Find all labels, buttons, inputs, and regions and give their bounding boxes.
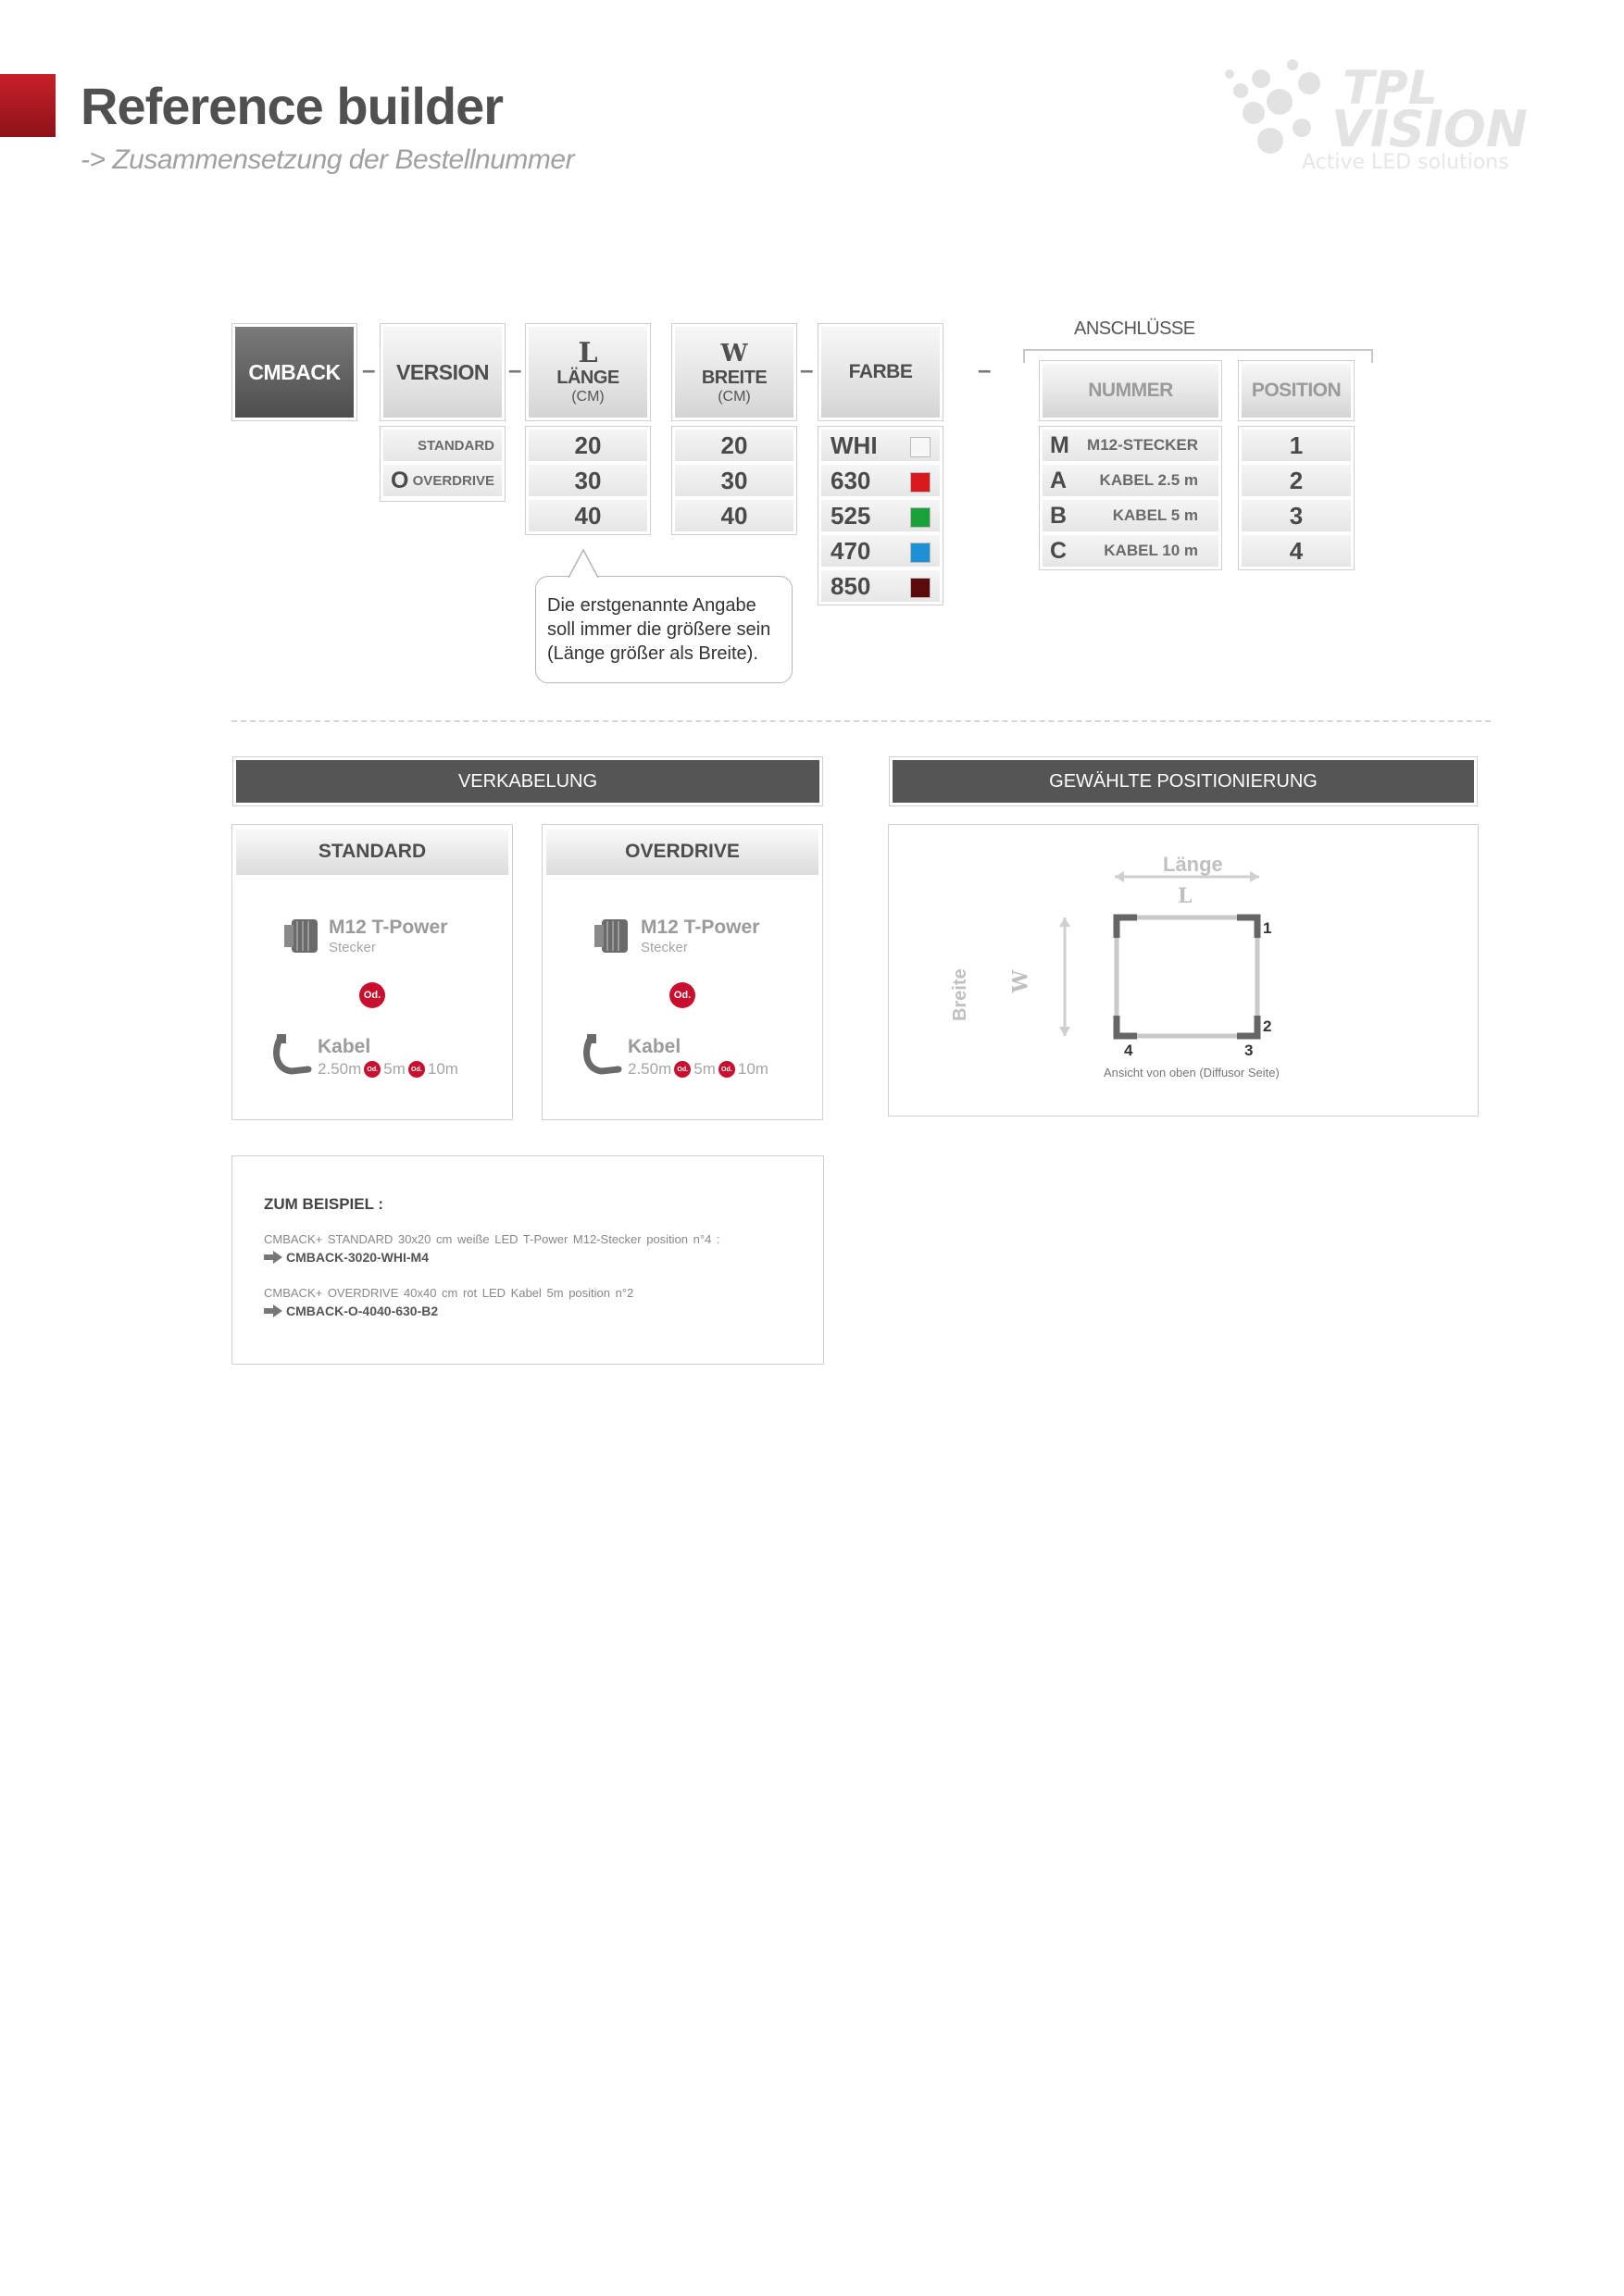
example-2-description: CMBACK+ OVERDRIVE 40x40 cm rot LED Kabel 5m position n°2 [264,1286,634,1300]
farbe-options [818,426,943,605]
diagram-caption: Ansicht von oben (Diffusor Seite) [1104,1066,1280,1079]
corner-label-1: 1 [1263,919,1272,937]
m12-title: M12 T-Power [641,917,760,938]
laenge-value[interactable]: 30 [529,465,647,498]
laenge-dim-label: Länge [1163,853,1223,876]
laenge-values [525,426,651,535]
verkabelung-panel-overdrive [542,824,823,1120]
nummer-option-a[interactable]: A KABEL 2.5 m [1043,465,1218,498]
breite-value[interactable]: 30 [675,465,793,498]
separator-dash: – [978,356,992,383]
nummer-label: NUMMER [1088,380,1173,401]
laenge-header-box [525,323,651,421]
nummer-options [1039,426,1222,570]
color-swatch [910,543,931,563]
position-header-box [1238,360,1355,421]
logo-text-vision: VISION [1331,100,1528,158]
kabel-title: Kabel [628,1036,681,1057]
position-option[interactable]: 2 [1242,465,1351,498]
farbe-option-whi[interactable]: WHI [821,430,940,463]
tpl-vision-logo [1213,28,1602,176]
color-swatch [910,437,931,457]
corner-label-3: 3 [1244,1042,1254,1059]
laenge-letter: L [578,336,598,369]
breite-value[interactable]: 40 [675,500,793,533]
od-badge: Od. [408,1061,425,1078]
position-option[interactable]: 1 [1242,430,1351,463]
logo-text-tpl: TPL [1343,61,1438,115]
page-subtitle: -> Zusammensetzung der Bestellnummer [81,144,575,175]
version-label: VERSION [395,359,490,384]
w-letter: W [1008,969,1033,993]
positioning-diagram [1026,866,1285,1069]
farbe-option-525[interactable]: 525 [821,500,940,533]
nummer-option-b[interactable]: B KABEL 5 m [1043,500,1218,533]
breite-values [671,426,797,535]
corner-label-4: 4 [1124,1042,1133,1059]
color-swatch [910,507,931,528]
cable-icon [271,1034,314,1077]
verkabelung-panel-standard [231,824,513,1120]
version-option-overdrive[interactable]: O OVERDRIVE [383,465,502,498]
kabel-title: Kabel [318,1036,371,1057]
corner-label-2: 2 [1263,1017,1272,1035]
example-2-result [264,1304,438,1318]
product-box [231,323,357,421]
positionierung-title-bar: GEWÄHLTE POSITIONIERUNG [890,757,1477,805]
od-badge: Od. [674,1061,691,1078]
position-option[interactable]: 3 [1242,500,1351,533]
farbe-option-470[interactable]: 470 [821,535,940,568]
example-2-code: CMBACK-O-4040-630-B2 [286,1304,439,1318]
laenge-label: LÄNGE [556,367,619,388]
position-label: POSITION [1251,380,1342,401]
version-header-box [380,323,506,421]
verkabelung-title-bar: VERKABELUNG [233,757,822,805]
breite-header-box [671,323,797,421]
panel-title: OVERDRIVE [546,829,818,875]
header-accent-tab [0,74,56,137]
breite-value[interactable]: 20 [675,430,793,463]
breite-letter: W [720,339,748,368]
m12-subtitle: Stecker [641,940,688,955]
example-title: ZUM BEISPIEL : [264,1195,384,1213]
od-badge: Od. [364,1061,381,1078]
example-1-result [264,1250,429,1265]
kabel-lengths: 2.50m Od. 5m Od. 10m [318,1060,458,1078]
product-code: CMBACK [248,359,341,384]
separator-dash: – [508,356,522,383]
example-1-code: CMBACK-3020-WHI-M4 [286,1250,430,1265]
nummer-option-c[interactable]: C KABEL 10 m [1043,535,1218,568]
m12-title: M12 T-Power [329,917,448,938]
m12-subtitle: Stecker [329,940,376,955]
page-title: Reference builder [81,77,504,135]
anschluesse-label: ANSCHLÜSSE [1074,318,1195,339]
position-options [1238,426,1355,570]
farbe-label: FARBE [848,361,913,382]
od-badge: Od. [718,1061,735,1078]
farbe-option-630[interactable]: 630 [821,465,940,498]
m12-connector-icon [282,917,321,955]
separator-dash: – [362,356,376,383]
positionierung-panel: Länge L W Breite 1 2 3 4 Ansicht von oben (Diffusor Seite) [888,824,1479,1117]
position-option[interactable]: 4 [1242,535,1351,568]
size-hint-tooltip: Die erstgenannte Angabe soll immer die größere sein (Länge größer als Breite). [535,576,793,683]
panel-title: STANDARD [236,829,508,875]
nummer-header-box [1039,360,1222,421]
l-letter: L [1178,884,1193,908]
tooltip-arrow [567,546,600,580]
example-panel [231,1155,824,1365]
section-divider [231,720,1491,722]
kabel-lengths: 2.50m Od. 5m Od. 10m [628,1060,768,1078]
logo-tagline: Active LED solutions [1302,151,1509,174]
od-badge: Od. [669,982,695,1008]
od-badge: Od. [359,982,385,1008]
m12-connector-icon [593,917,631,955]
separator-dash: – [800,356,814,383]
example-1-description: CMBACK+ STANDARD 30x20 cm weiße LED T-Power M12-Stecker position n°4 : [264,1232,720,1246]
farbe-option-850[interactable]: 850 [821,570,940,604]
laenge-value[interactable]: 20 [529,430,647,463]
arrow-right-icon [264,1304,282,1317]
laenge-value[interactable]: 40 [529,500,647,533]
version-option-standard[interactable]: STANDARD [383,430,502,463]
cable-icon [581,1034,624,1077]
nummer-option-m[interactable]: M M12-STECKER [1043,430,1218,463]
arrow-right-icon [264,1251,282,1264]
farbe-header-box [818,323,943,421]
color-swatch [910,472,931,493]
version-options [380,426,506,502]
breite-label: BREITE [701,367,768,388]
breite-unit: (CM) [718,388,751,405]
color-swatch [910,578,931,598]
laenge-unit: (CM) [571,388,605,405]
